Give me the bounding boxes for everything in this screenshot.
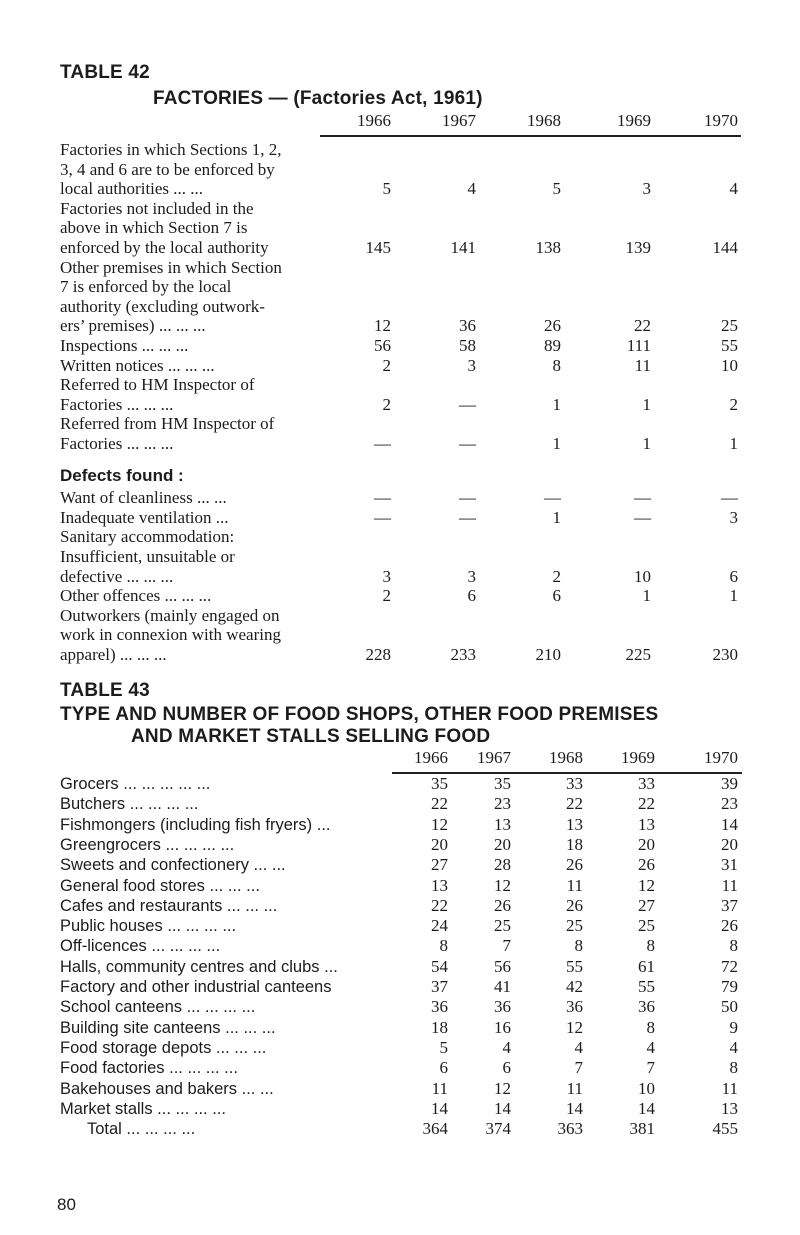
table-43-row-value: 16 bbox=[494, 1017, 511, 1037]
table-43-row-value: 13 bbox=[494, 814, 511, 834]
defects-heading: Defects found : bbox=[60, 465, 184, 485]
table-43-row-value: 10 bbox=[638, 1078, 655, 1098]
table-43-row-value: 7 bbox=[574, 1058, 583, 1078]
table-42-row-label: Factories not included in the above in which Section 7 is enforced by the local authority bbox=[60, 198, 269, 257]
defect-row-value: 228 bbox=[365, 645, 391, 664]
table-43-row-value: 36 bbox=[638, 997, 655, 1017]
table-43-row-value: 36 bbox=[494, 997, 511, 1017]
table-43-row-value: 14 bbox=[566, 1098, 583, 1118]
table-42-row-value: 2 bbox=[729, 394, 738, 414]
table-43-row-value: 13 bbox=[431, 875, 448, 895]
table-43-row-label: Public houses ... ... ... ... bbox=[60, 917, 237, 936]
table-43-row-value: 61 bbox=[638, 956, 655, 976]
table-43-row-value: 35 bbox=[494, 774, 511, 793]
defect-row-value: — bbox=[374, 488, 391, 508]
defect-row-value: 3 bbox=[467, 566, 476, 586]
table-42-row-value: 1 bbox=[642, 434, 651, 453]
defect-row-value: 6 bbox=[467, 586, 476, 606]
table-43-row-value: 37 bbox=[721, 895, 738, 915]
page-number: 80 bbox=[57, 1195, 76, 1214]
table-43-row-value: 18 bbox=[431, 1017, 448, 1037]
table-43-title-line1: TYPE AND NUMBER OF FOOD SHOPS, OTHER FOOD PREMISES bbox=[60, 704, 659, 725]
table-43-row-value: 12 bbox=[566, 1017, 583, 1037]
table-43-row-value: 4 bbox=[502, 1037, 511, 1057]
table-43-row-label: Market stalls ... ... ... ... bbox=[60, 1099, 226, 1118]
table-43-row-value: 36 bbox=[566, 997, 583, 1017]
table-42-row-value: 2 bbox=[382, 394, 391, 414]
table-42-row-value: 5 bbox=[552, 179, 561, 199]
table-43-row-value: 20 bbox=[721, 834, 738, 854]
table-43-row-value: 8 bbox=[646, 1017, 655, 1037]
table-43-row-value: 8 bbox=[439, 936, 448, 956]
table-43-row-value: 39 bbox=[721, 774, 738, 793]
table-43-row-value: 11 bbox=[721, 875, 738, 895]
table-43-total-row-label: Total ... ... ... ... bbox=[87, 1120, 196, 1139]
table-43-row-label: Halls, community centres and clubs ... bbox=[60, 957, 338, 976]
table-42-row-value: 56 bbox=[374, 336, 391, 355]
table-43-row-value: 4 bbox=[729, 1037, 738, 1057]
defect-row-value: 210 bbox=[535, 645, 561, 664]
table-43-row-value: 13 bbox=[638, 814, 655, 834]
table-43-row-label: Butchers ... ... ... ... bbox=[60, 795, 199, 814]
table-42-row-label: Referred to HM Inspector of Factories ... ... ... bbox=[60, 375, 255, 414]
table-42-row-value: 58 bbox=[459, 336, 476, 355]
table-42-row-value: 8 bbox=[552, 355, 561, 375]
table-43-row-value: 22 bbox=[638, 794, 655, 814]
defect-row-value: — bbox=[721, 488, 738, 508]
table-43-row-label: Factory and other industrial canteens bbox=[60, 978, 332, 996]
table-43-row-value: 12 bbox=[494, 1078, 511, 1098]
table-43-row-value: 26 bbox=[494, 895, 511, 915]
table-43-row-label: Food factories ... ... ... ... bbox=[60, 1059, 238, 1078]
defect-row-label: Outworkers (mainly engaged on work in connexion with wearing apparel) ... ... ... bbox=[60, 605, 281, 664]
defect-row-label: Other offences ... ... ... bbox=[60, 586, 212, 606]
table-43-row-value: 23 bbox=[494, 794, 511, 814]
table-43-total-row-value: 455 bbox=[712, 1119, 738, 1139]
defect-row-value: 2 bbox=[552, 566, 561, 586]
table-43-row-value: 25 bbox=[494, 916, 511, 936]
table-43-row-value: 11 bbox=[566, 1078, 583, 1098]
table-43-row-label: Grocers ... ... ... ... ... bbox=[60, 775, 211, 793]
defect-row-label: Want of cleanliness ... ... bbox=[60, 488, 227, 508]
table-43-row-value: 22 bbox=[566, 794, 583, 814]
table-43-row-value: 28 bbox=[494, 855, 511, 875]
defect-row-value: 2 bbox=[382, 586, 391, 606]
table-42-row-value: 22 bbox=[634, 316, 651, 336]
table-43-row-value: 27 bbox=[638, 895, 655, 915]
defect-row-value: 1 bbox=[552, 507, 561, 527]
defect-row-value: 233 bbox=[450, 645, 476, 664]
defect-row-value: 6 bbox=[729, 566, 738, 586]
table-43-row-value: 20 bbox=[431, 834, 448, 854]
table-43-row-value: 79 bbox=[721, 977, 738, 996]
table-43-row-value: 11 bbox=[431, 1078, 448, 1098]
table-43-row-label: Cafes and restaurants ... ... ... bbox=[60, 896, 278, 915]
table-42-row-value: 5 bbox=[382, 179, 391, 199]
table-43-row-value: 11 bbox=[566, 875, 583, 895]
table-43-row-label: Off-licences ... ... ... ... bbox=[60, 937, 221, 956]
table-42-title: FACTORIES — (Factories Act, 1961) bbox=[153, 88, 483, 109]
table-42-row-value: 145 bbox=[365, 238, 391, 257]
table-43-row-value: 26 bbox=[566, 855, 583, 875]
table-43-row-value: 8 bbox=[574, 936, 583, 956]
table-42-year-1966: 1966 bbox=[357, 111, 391, 130]
table-43-total-row-value: 364 bbox=[422, 1119, 448, 1139]
table-43-row-value: 6 bbox=[502, 1058, 511, 1078]
table-43-row-value: 4 bbox=[646, 1037, 655, 1057]
table-43-total-row-value: 363 bbox=[557, 1119, 583, 1139]
defect-row-value: — bbox=[634, 507, 651, 527]
table-43-row-value: 55 bbox=[638, 977, 655, 996]
table-43-row-label: General food stores ... ... ... bbox=[60, 876, 260, 895]
table-43-row-value: 50 bbox=[721, 997, 738, 1017]
table-43-row-value: 18 bbox=[566, 834, 583, 854]
table-43-row-value: 13 bbox=[721, 1098, 738, 1118]
table-42-row-value: 1 bbox=[729, 434, 738, 453]
table-42-row-value: — bbox=[459, 394, 476, 414]
table-43-total-row-value: 374 bbox=[485, 1119, 511, 1139]
defect-row-value: 10 bbox=[634, 566, 651, 586]
table-43-row-label: School canteens ... ... ... ... bbox=[60, 998, 256, 1017]
table-42-row-value: 4 bbox=[729, 179, 738, 199]
table-43-year-1970: 1970 bbox=[704, 748, 738, 767]
table-43-row-value: 14 bbox=[638, 1098, 655, 1118]
defect-row-value: — bbox=[459, 488, 476, 508]
table-42-label: TABLE 42 bbox=[60, 62, 150, 83]
table-43-year-1966: 1966 bbox=[414, 748, 448, 767]
table-43-row-value: 22 bbox=[431, 895, 448, 915]
defect-row-value: 1 bbox=[642, 586, 651, 606]
table-43-year-1969: 1969 bbox=[621, 748, 655, 767]
table-42-row-label: Other premises in which Section 7 is enforced by the local authority (excluding outwork- ers’ premises) ... ... ... bbox=[60, 257, 282, 336]
table-43-year-1967: 1967 bbox=[477, 748, 511, 767]
table-43-row-value: 26 bbox=[638, 855, 655, 875]
table-43-row-label: Bakehouses and bakers ... ... bbox=[60, 1079, 274, 1098]
table-42-row-value: — bbox=[459, 434, 476, 453]
table-43-title-line2: AND MARKET STALLS SELLING FOOD bbox=[131, 726, 491, 747]
table-42-row-value: 3 bbox=[642, 179, 651, 199]
table-42-year-1967: 1967 bbox=[442, 111, 476, 130]
table-42-row-value: 36 bbox=[459, 316, 476, 336]
table-42-row-value: 1 bbox=[552, 434, 561, 453]
table-43-row-value: 54 bbox=[431, 956, 448, 976]
table-43-row-value: 13 bbox=[566, 814, 583, 834]
table-43-row-value: 8 bbox=[646, 936, 655, 956]
defect-row-value: 230 bbox=[712, 645, 738, 664]
table-42-header-rule bbox=[320, 135, 741, 137]
table-43-row-value: 72 bbox=[721, 956, 738, 976]
table-42-row-value: 141 bbox=[450, 238, 476, 257]
table-43-row-value: 22 bbox=[431, 794, 448, 814]
table-43-row-value: 33 bbox=[566, 774, 583, 793]
table-43-row-value: 7 bbox=[502, 936, 511, 956]
table-43-row-value: 25 bbox=[638, 916, 655, 936]
defect-row-label: Sanitary accommodation: Insufficient, unsuitable or defective ... ... ... bbox=[60, 527, 235, 586]
table-42-row-value: 1 bbox=[552, 394, 561, 414]
table-43-row-label: Food storage depots ... ... ... bbox=[60, 1038, 267, 1057]
table-42-row-value: 139 bbox=[625, 238, 651, 257]
table-42-row-value: 12 bbox=[374, 316, 391, 336]
table-43-row-value: 20 bbox=[494, 834, 511, 854]
defect-row-value: 3 bbox=[729, 507, 738, 527]
table-43-year-1968: 1968 bbox=[549, 748, 583, 767]
table-43-row-value: 9 bbox=[729, 1017, 738, 1037]
table-42-row-value: 26 bbox=[544, 316, 561, 336]
table-42-row-value: 111 bbox=[626, 336, 651, 355]
table-42-row-value: 55 bbox=[721, 336, 738, 355]
table-43-row-value: 14 bbox=[431, 1098, 448, 1118]
defect-row-value: — bbox=[544, 488, 561, 508]
table-43-row-value: 8 bbox=[729, 936, 738, 956]
table-43-row-value: 24 bbox=[431, 916, 448, 936]
defect-row-value: — bbox=[634, 488, 651, 508]
table-42-year-1970: 1970 bbox=[704, 111, 738, 130]
table-42-row-value: 10 bbox=[721, 355, 738, 375]
table-43-row-value: 41 bbox=[494, 977, 511, 996]
table-43-row-value: 33 bbox=[638, 774, 655, 793]
defect-row-value: — bbox=[459, 507, 476, 527]
table-42-row-value: 89 bbox=[544, 336, 561, 355]
table-43-row-value: 35 bbox=[431, 774, 448, 793]
table-43-row-value: 7 bbox=[646, 1058, 655, 1078]
table-42-row-value: 1 bbox=[642, 394, 651, 414]
table-42-row-value: 2 bbox=[382, 355, 391, 375]
table-43-row-label: Greengrocers ... ... ... ... bbox=[60, 835, 235, 854]
table-43-row-value: 56 bbox=[494, 956, 511, 976]
table-43-row-value: 23 bbox=[721, 794, 738, 814]
table-43-row-value: 37 bbox=[431, 977, 448, 996]
table-43-row-value: 42 bbox=[566, 977, 583, 996]
table-43-row-value: 25 bbox=[566, 916, 583, 936]
table-42-row-label: Inspections ... ... ... bbox=[60, 336, 189, 355]
table-42-year-1969: 1969 bbox=[617, 111, 651, 130]
table-42-row-value: 3 bbox=[467, 355, 476, 375]
table-42-row-label: Referred from HM Inspector of Factories ... ... ... bbox=[60, 414, 275, 453]
table-42-year-1968: 1968 bbox=[527, 111, 561, 130]
table-42-row-value: — bbox=[374, 434, 391, 453]
table-43-row-value: 6 bbox=[439, 1058, 448, 1078]
defect-row-value: 225 bbox=[625, 645, 651, 664]
table-42-row-value: 144 bbox=[712, 238, 738, 257]
table-42-row-value: 11 bbox=[634, 355, 651, 375]
table-42-row-label: Written notices ... ... ... bbox=[60, 355, 215, 375]
defect-row-value: 1 bbox=[729, 586, 738, 606]
defect-row-value: — bbox=[374, 507, 391, 527]
table-43-row-value: 4 bbox=[574, 1037, 583, 1057]
table-43-label: TABLE 43 bbox=[60, 680, 150, 701]
table-43-row-value: 20 bbox=[638, 834, 655, 854]
table-43-row-value: 55 bbox=[566, 956, 583, 976]
table-43-row-value: 14 bbox=[494, 1098, 511, 1118]
table-42-row-label: Factories in which Sections 1, 2, 3, 4 and 6 are to be enforced by local authorities ... ... bbox=[60, 140, 282, 199]
table-43-row-value: 31 bbox=[721, 855, 738, 875]
table-43-row-value: 12 bbox=[431, 814, 448, 834]
table-43-row-value: 11 bbox=[721, 1078, 738, 1098]
table-43-row-value: 14 bbox=[721, 814, 738, 834]
defect-row-value: 3 bbox=[382, 566, 391, 586]
table-43-row-label: Sweets and confectionery ... ... bbox=[60, 856, 286, 875]
table-43-row-value: 5 bbox=[439, 1037, 448, 1057]
table-43-row-value: 27 bbox=[431, 855, 448, 875]
table-43-total-row-value: 381 bbox=[629, 1119, 655, 1139]
table-43-row-value: 8 bbox=[729, 1058, 738, 1078]
table-42-row-value: 25 bbox=[721, 316, 738, 336]
defect-row-label: Inadequate ventilation ... bbox=[60, 507, 229, 527]
table-43-row-value: 36 bbox=[431, 997, 448, 1017]
table-43-row-value: 12 bbox=[638, 875, 655, 895]
table-43-row-label: Building site canteens ... ... ... bbox=[60, 1018, 276, 1037]
table-43-row-value: 12 bbox=[494, 875, 511, 895]
table-43-row-value: 26 bbox=[566, 895, 583, 915]
table-42-row-value: 138 bbox=[535, 238, 561, 257]
table-42-row-value: 4 bbox=[467, 179, 476, 199]
table-43-row-value: 26 bbox=[721, 916, 738, 936]
defect-row-value: 6 bbox=[552, 586, 561, 606]
table-43-row-label: Fishmongers (including fish fryers) ... bbox=[60, 815, 331, 834]
